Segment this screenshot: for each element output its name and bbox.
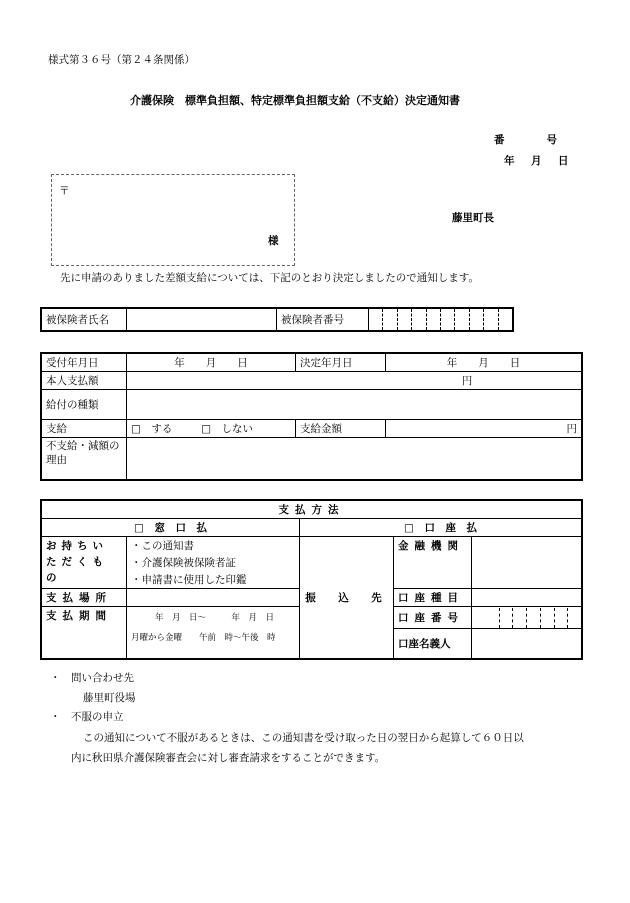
account-holder-label: 口座名義人 xyxy=(394,629,472,659)
insured-table xyxy=(41,308,513,331)
account-number-field[interactable] xyxy=(472,607,582,629)
decided-date-label: 決定年月日 xyxy=(296,354,386,372)
issue-date-label: 年 月 日 xyxy=(504,155,572,167)
account-number-label: 口座番号 xyxy=(394,607,472,629)
bullet-inquiry: ・ xyxy=(50,672,61,684)
payment-options xyxy=(127,420,296,438)
benefit-type-field[interactable] xyxy=(127,390,582,420)
bring-item-2: ・介護保険被保険者証 xyxy=(127,554,300,571)
address-box xyxy=(51,174,295,266)
payment-amount-label: 本人支払額 xyxy=(42,372,127,390)
payment-place-field[interactable] xyxy=(127,589,300,607)
reference-number-label: 番 号 xyxy=(494,134,557,146)
payment-method-table xyxy=(41,500,582,659)
issuer-name: 藤里町長 xyxy=(452,212,494,224)
account-type-field[interactable] xyxy=(472,589,582,607)
reason-field[interactable] xyxy=(127,438,582,480)
form-number: 様式第３６号（第２４条関係） xyxy=(48,54,195,66)
account-payment-option[interactable]: □ 口 座 払 xyxy=(300,519,582,537)
appeal-title: 不服の申立 xyxy=(71,711,124,723)
postal-mark: 〒 xyxy=(59,185,70,197)
payment-period-field[interactable] xyxy=(127,607,300,659)
account-holder-field[interactable] xyxy=(472,629,582,659)
insured-name-label: 被保険者氏名 xyxy=(42,309,127,331)
payment-place-label: 支払場所 xyxy=(42,589,127,607)
window-payment-option[interactable]: □ 窓 口 払 xyxy=(42,519,300,537)
benefit-type-label: 給付の種類 xyxy=(42,390,127,420)
payment-label: 支給 xyxy=(42,420,127,438)
payment-yes-checkbox[interactable]: □ する xyxy=(131,423,173,435)
payment-total-yen: 円 xyxy=(566,423,577,435)
payment-total-label: 支給金額 xyxy=(296,420,386,438)
bank-field[interactable] xyxy=(472,537,582,589)
received-date-label: 受付年月日 xyxy=(42,354,127,372)
bank-label: 金融機関 xyxy=(394,537,472,589)
bring-items-label: お持ちいただくもの xyxy=(42,537,127,589)
payment-amount-field[interactable] xyxy=(127,372,582,390)
insured-number-field[interactable] xyxy=(369,309,513,331)
payment-period-hours: 月曜から金曜 午前 時〜午後 時 xyxy=(131,633,276,643)
document-title: 介護保険 標準負担額、特定標準負担額支給（不支給）決定通知書 xyxy=(130,94,460,107)
payment-no-checkbox[interactable]: □ しない xyxy=(201,423,254,435)
payment-total-field[interactable] xyxy=(386,420,582,438)
recipient-honorific: 様 xyxy=(268,235,279,247)
inquiry-office: 藤里町役場 xyxy=(83,692,136,704)
insured-number-label: 被保険者番号 xyxy=(277,309,369,331)
bullet-appeal: ・ xyxy=(50,711,61,723)
insured-name-field[interactable] xyxy=(127,309,277,331)
appeal-line-2: 内に秋田県介護保険審査会に対し審査請求をすることができます。 xyxy=(71,752,386,764)
payment-amount-yen: 円 xyxy=(461,375,473,387)
decision-table xyxy=(41,353,582,480)
payment-method-title: 支払方法 xyxy=(42,501,582,519)
intro-text: 先に申請のありました差額支給については、下記のとおり決定しましたので通知します。 xyxy=(60,272,479,284)
payment-period-label: 支払期間 xyxy=(42,607,127,659)
transfer-label: 振 込 先 xyxy=(300,537,394,659)
bring-item-3: ・申請書に使用した印鑑 xyxy=(127,571,300,589)
received-date-field[interactable]: 年 月 日 xyxy=(127,354,296,372)
account-type-label: 口座種目 xyxy=(394,589,472,607)
payment-period-dates: 年 月 日〜 年 月 日 xyxy=(155,613,275,623)
inquiry-title: 問い合わせ先 xyxy=(71,672,134,684)
decided-date-field[interactable]: 年 月 日 xyxy=(386,354,582,372)
appeal-line-1: この通知について不服があるときは、この通知書を受け取った日の翌日から起算して６０日以 xyxy=(83,732,524,744)
bring-item-1: ・この通知書 xyxy=(127,537,300,555)
reason-label: 不支給・減額の理由 xyxy=(42,438,127,480)
